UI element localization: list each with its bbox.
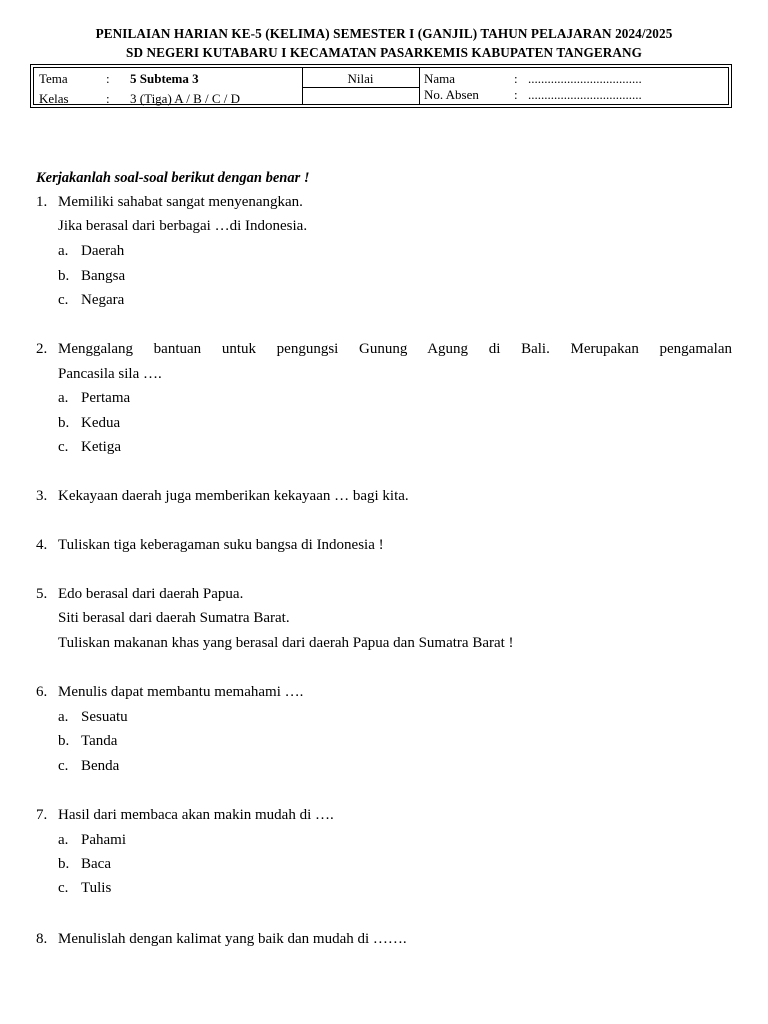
- option-text[interactable]: Negara: [81, 292, 125, 308]
- option-text[interactable]: Pahami: [81, 832, 126, 848]
- kelas-value: 3 (Tiga) A / B / C / D: [130, 91, 241, 106]
- option-text[interactable]: Daerah: [81, 243, 125, 259]
- option-text[interactable]: Benda: [81, 758, 120, 774]
- question-text: Hasil dari membaca akan makin mudah di ….: [58, 807, 334, 823]
- question-text: Siti berasal dari daerah Sumatra Barat.: [58, 610, 290, 626]
- option-text[interactable]: Sesuatu: [81, 709, 128, 725]
- option-letter[interactable]: a.: [58, 243, 69, 259]
- tema-colon: :: [106, 71, 110, 86]
- option-letter[interactable]: c.: [58, 292, 69, 308]
- absen-field[interactable]: ...................................: [528, 87, 642, 102]
- kelas-label: Kelas: [39, 91, 69, 106]
- option-letter[interactable]: c.: [58, 880, 69, 896]
- option-text[interactable]: Kedua: [81, 415, 121, 431]
- question-text: Memiliki sahabat sangat menyenangkan.: [58, 194, 303, 210]
- school-name: SD NEGERI KUTABARU I KECAMATAN PASARKEMIS KABUPATEN TANGERANG: [126, 45, 642, 60]
- option-text[interactable]: Tulis: [81, 880, 112, 896]
- exam-title: PENILAIAN HARIAN KE-5 (KELIMA) SEMESTER I (GANJIL) TAHUN PELAJARAN 2024/2025: [95, 26, 673, 41]
- option-letter[interactable]: b.: [58, 268, 70, 284]
- instruction: Kerjakanlah soal-soal berikut dengan benar !: [36, 170, 310, 186]
- question-text: Menulis dapat membantu memahami ….: [58, 684, 304, 700]
- option-text[interactable]: Ketiga: [81, 439, 121, 455]
- question-number: 2.: [36, 341, 48, 357]
- option-text[interactable]: Tanda: [81, 733, 118, 749]
- tema-value: 5 Subtema 3: [130, 71, 199, 86]
- nama-label: Nama: [424, 71, 456, 86]
- question-text: Edo berasal dari daerah Papua.: [58, 586, 244, 602]
- question-number: 8.: [36, 931, 48, 947]
- question-text: Menggalang bantuan untuk pengungsi Gunung Agung di Bali. Merupakan pengamalan: [58, 341, 732, 357]
- question-number: 5.: [36, 586, 48, 602]
- kelas-colon: :: [106, 91, 110, 106]
- question-number: 1.: [36, 194, 48, 210]
- option-letter[interactable]: b.: [58, 733, 70, 749]
- option-text[interactable]: Bangsa: [81, 268, 126, 284]
- option-letter[interactable]: c.: [58, 439, 69, 455]
- nama-colon: :: [514, 71, 518, 86]
- identity-table: [30, 64, 732, 108]
- option-letter[interactable]: c.: [58, 758, 69, 774]
- option-letter[interactable]: a.: [58, 390, 69, 406]
- option-letter[interactable]: b.: [58, 856, 70, 872]
- option-text[interactable]: Pertama: [81, 390, 131, 406]
- question-text: Menulislah dengan kalimat yang baik dan mudah di …….: [58, 931, 407, 947]
- option-letter[interactable]: a.: [58, 832, 69, 848]
- nilai-label: Nilai: [347, 71, 374, 86]
- question-number: 6.: [36, 684, 48, 700]
- question-text: Pancasila sila ….: [58, 366, 162, 382]
- question-number: 7.: [36, 807, 48, 823]
- question-text: Kekayaan daerah juga memberikan kekayaan … bagi kita.: [58, 488, 409, 504]
- nilai-field[interactable]: [302, 89, 419, 107]
- question-text: Tuliskan tiga keberagaman suku bangsa di Indonesia !: [58, 537, 384, 553]
- option-letter[interactable]: a.: [58, 709, 69, 725]
- question-number: 4.: [36, 537, 48, 553]
- question-text: Jika berasal dari berbagai …di Indonesia.: [58, 218, 308, 234]
- tema-label: Tema: [39, 71, 68, 86]
- option-text[interactable]: Baca: [81, 856, 111, 872]
- question-text: Tuliskan makanan khas yang berasal dari daerah Papua dan Sumatra Barat !: [58, 635, 514, 651]
- absen-label: No. Absen: [424, 87, 479, 102]
- nama-field[interactable]: ...................................: [528, 71, 642, 86]
- absen-colon: :: [514, 87, 518, 102]
- option-letter[interactable]: b.: [58, 415, 70, 431]
- question-number: 3.: [36, 488, 48, 504]
